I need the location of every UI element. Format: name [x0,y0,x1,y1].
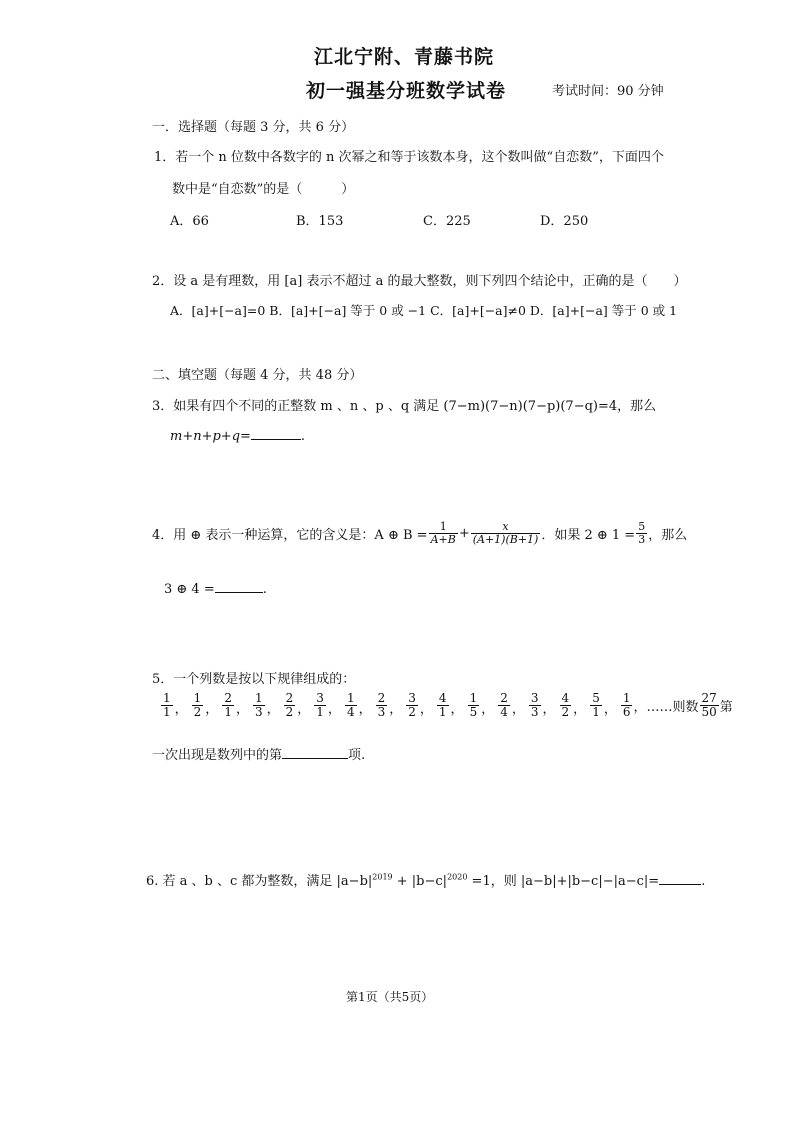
q4-frac1-den: A+B [430,533,456,546]
q5-separator: ， [511,702,525,717]
q5-fraction-den: 3 [377,705,386,719]
q5-sequence-fraction [590,692,602,719]
q5-fraction-num: 3 [316,691,324,705]
q5-fraction-num: 1 [193,691,202,705]
q5-sequence-line [160,692,733,719]
q4-fraction-3 [636,521,647,546]
q5-line2-suffix: 项. [348,748,366,763]
q4-expression: 3 ⊕ 4 = [164,582,215,597]
q5-fraction-den: 1 [163,705,171,719]
q6-mid: + |b−c| [392,874,448,889]
q4-frac2-den: (A+1)(B+1) [472,533,539,546]
q5-fraction-num: 1 [254,691,263,705]
q4-frac1-num: 1 [439,520,447,533]
q4-frac3-den: 3 [638,533,646,546]
school-name: 江北宁附、青藤书院 [314,46,495,68]
q5-separator: ， [205,702,219,717]
q5-fraction-num: 1 [622,691,631,705]
q5-fraction-num: 2 [500,691,508,705]
q1-line2: 数中是“自恋数”的是（ ） [172,182,355,197]
q5-separator: ， [542,702,556,717]
q5-intro: 5．一个列数是按以下规律组成的： [152,672,356,687]
q5-separator: ， [603,702,617,717]
q5-sequence-fraction [529,692,541,719]
q5-fraction-den: 1 [592,705,600,719]
q5-fraction-den: 6 [622,705,631,719]
q5-sequence-fraction [345,692,357,719]
q5-fraction-den: 3 [254,705,263,719]
q4-suffix: ，那么 [648,528,688,543]
q5-sequence-fraction [560,692,572,719]
q3-line2: m+n+p+q= . [170,429,306,444]
q5-fraction-den: 1 [224,705,232,719]
q5-fraction-num: 1 [346,691,355,705]
q4-line2: 3 ⊕ 4 = . [164,582,267,597]
q3-answer-blank[interactable] [251,427,301,440]
q5-target-fraction [700,692,719,719]
q4-fraction-1 [429,521,458,546]
q5-tail: ，……则数 [633,700,699,715]
q4-frac3-num: 5 [638,520,646,533]
q6-text: 6. 若 a 、b 、c 都为整数，满足 |a−b| [146,874,373,889]
q5-sequence-fraction [253,692,265,719]
exam-title: 初一强基分班数学试卷 [306,80,507,102]
q5-separator: ， [389,702,403,717]
q2-options: A．[a]+[−a]=0 B．[a]+[−a] 等于 0 或 −1 C．[a]+[−a]≠0 D．[a]+[−a] 等于 0 或 1 [170,303,678,318]
q6-line: 6. 若 a 、b 、c 都为整数，满足 $|a-b|^{2019} + |b-c|^{2020} =1$，则 |a−b|+|b−c|−|a−c|= . [146,872,706,889]
q5-separator: ， [573,702,587,717]
q5-target-den: 50 [701,705,717,719]
q6-exp2: 2020 [447,872,468,882]
q4-answer-blank[interactable] [215,580,263,593]
q5-fraction-num: 4 [561,691,570,705]
q5-fraction-num: 1 [469,691,478,705]
q5-fraction-num: 3 [530,691,539,705]
q5-fraction-num: 2 [285,691,294,705]
q5-fraction-den: 2 [408,705,416,719]
q5-fraction-den: 4 [346,705,355,719]
q5-tail2: 第 [719,700,733,715]
q5-line2 [152,744,365,763]
q5-fraction-den: 2 [285,705,294,719]
q5-sequence-fraction [314,692,326,719]
q5-separator: ， [297,702,311,717]
q5-sequence-fraction [468,692,480,719]
q5-fraction-den: 1 [438,705,447,719]
page-number: 第1页（共5页） [346,990,434,1004]
q5-fraction-num: 3 [408,691,416,705]
q1-option-b: B．153 [296,214,344,229]
q4-line1 [152,521,687,546]
q5-fraction-den: 3 [530,705,539,719]
q2-stem: 2．设 a 是有理数，用 [a] 表示不超过 a 的最大整数，则下列四个结论中，正确的是（ ） [152,274,687,289]
q1-option-c: C．225 [423,214,471,229]
q1-option-a: A．66 [170,214,209,229]
q3-expression: m+n+p+q= [170,429,251,444]
q4-prefix: 4．用 ⊕ 表示一种运算，它的含义是：A ⊕ B = [152,528,428,543]
q5-fraction-num: 4 [438,691,447,705]
q5-fraction-den: 1 [316,705,324,719]
q4-plus: + [458,526,470,541]
q5-fraction-num: 2 [224,691,232,705]
q6-answer-blank[interactable] [659,872,701,885]
q4-mid: ．如果 2 ⊕ 1 = [541,528,636,543]
q5-sequence-fraction [192,692,204,719]
q5-line2-prefix: 一次出现是数列中的第 [152,748,283,763]
q5-sequence-fraction [376,692,388,719]
q5-fraction-num: 5 [592,691,600,705]
q5-fraction-num: 1 [163,691,171,705]
q5-fraction-den: 4 [500,705,508,719]
q5-fraction-den: 5 [469,705,478,719]
q5-separator: ， [419,702,433,717]
q5-separator: ， [235,702,249,717]
q4-frac2-num: x [502,520,509,533]
q5-separator: ， [327,702,341,717]
section1-heading: 一．选择题（每题 3 分，共 6 分） [152,120,355,135]
q5-separator: ， [358,702,372,717]
q5-sequence-fraction [284,692,296,719]
q5-fraction-num: 2 [377,691,386,705]
q5-sequence-fraction [621,692,633,719]
q1-option-d: D．250 [540,214,589,229]
q5-sequence-fraction [161,692,173,719]
q5-separator: ， [266,702,280,717]
q5-sequence-fraction [222,692,234,719]
section2-heading: 二、填空题（每题 4 分，共 48 分） [152,368,363,383]
q1-line1: 1．若一个 n 位数中各数字的 n 次幂之和等于该数本身，这个数叫做“自恋数”，下面四个 [154,150,664,165]
q5-target-num: 27 [701,691,717,705]
q5-fraction-den: 2 [561,705,570,719]
q5-separator: ， [174,702,188,717]
q5-sequence-fraction [437,692,449,719]
q6-exp1: 2019 [372,872,393,882]
q3-line1: 3．如果有四个不同的正整数 m 、n 、p 、q 满足 (7−m)(7−n)(7−p)(7−q)=4，那么 [152,399,657,414]
q4-fraction-2 [471,521,541,546]
q5-sequence-fraction [406,692,418,719]
q5-separator: ， [450,702,464,717]
q5-fraction-den: 2 [193,705,202,719]
q5-answer-blank[interactable] [282,746,348,759]
q5-sequence-fraction [498,692,510,719]
q5-sequence [160,692,633,719]
q6-rest: =1，则 |a−b|+|b−c|−|a−c|= [467,874,660,889]
exam-time: 考试时间：90 分钟 [552,84,664,99]
q5-separator: ， [481,702,495,717]
